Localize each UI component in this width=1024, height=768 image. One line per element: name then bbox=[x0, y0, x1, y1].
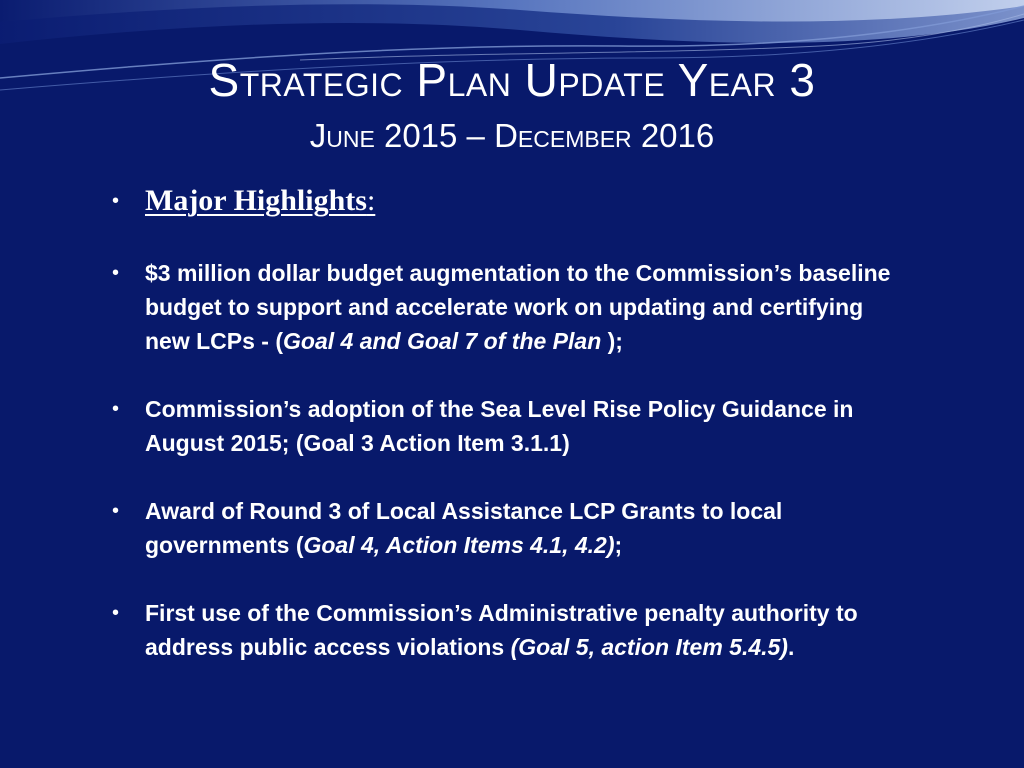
list-item-text-italic: Goal 4 and Goal 7 of the Plan bbox=[283, 328, 602, 354]
list-item-text-plain: First use of the Commission’s Administrative penalty authority to address public access violations bbox=[145, 600, 858, 660]
section-heading bbox=[112, 184, 375, 218]
list-item-text-trailing: . bbox=[787, 634, 795, 660]
list-item-text bbox=[145, 256, 902, 358]
list-item-text-trailing: ); bbox=[601, 328, 623, 354]
slide-title: Strategic Plan Update Year 3 bbox=[208, 54, 816, 106]
highlights-list bbox=[112, 256, 902, 698]
bullet-icon: • bbox=[112, 500, 120, 522]
list-item-text bbox=[145, 494, 902, 562]
list-item-text-trailing: ; bbox=[614, 532, 623, 558]
slide-subtitle: June 2015 – December 2016 bbox=[309, 117, 715, 154]
list-item-text-plain: Award of Round 3 of Local Assistance LCP Grants to local governments ( bbox=[145, 498, 783, 558]
list-item-text bbox=[145, 596, 902, 664]
list-item-text bbox=[145, 392, 902, 460]
list-item bbox=[112, 392, 902, 460]
bullet-icon: • bbox=[112, 602, 120, 624]
section-heading-colon: : bbox=[366, 184, 376, 217]
bullet-icon: • bbox=[112, 398, 120, 420]
list-item bbox=[112, 494, 902, 562]
bullet-icon: • bbox=[112, 189, 120, 212]
list-item-text-italic: (Goal 5, action Item 5.4.5) bbox=[510, 634, 788, 660]
list-item bbox=[112, 256, 902, 358]
list-item-text-plain: $3 million dollar budget augmentation to the Commission’s baseline budget to support and accelerate work on updating and certifying new LCPs - ( bbox=[145, 260, 891, 354]
bullet-icon: • bbox=[112, 262, 120, 284]
list-item-text-plain: Commission’s adoption of the Sea Level Rise Policy Guidance in August 2015; (Goal 3 Action Item 3.1.1) bbox=[145, 396, 854, 456]
list-item bbox=[112, 596, 902, 664]
list-item-text-italic: Goal 4, Action Items 4.1, 4.2) bbox=[303, 532, 615, 558]
section-heading-label: Major Highlights bbox=[145, 184, 367, 217]
